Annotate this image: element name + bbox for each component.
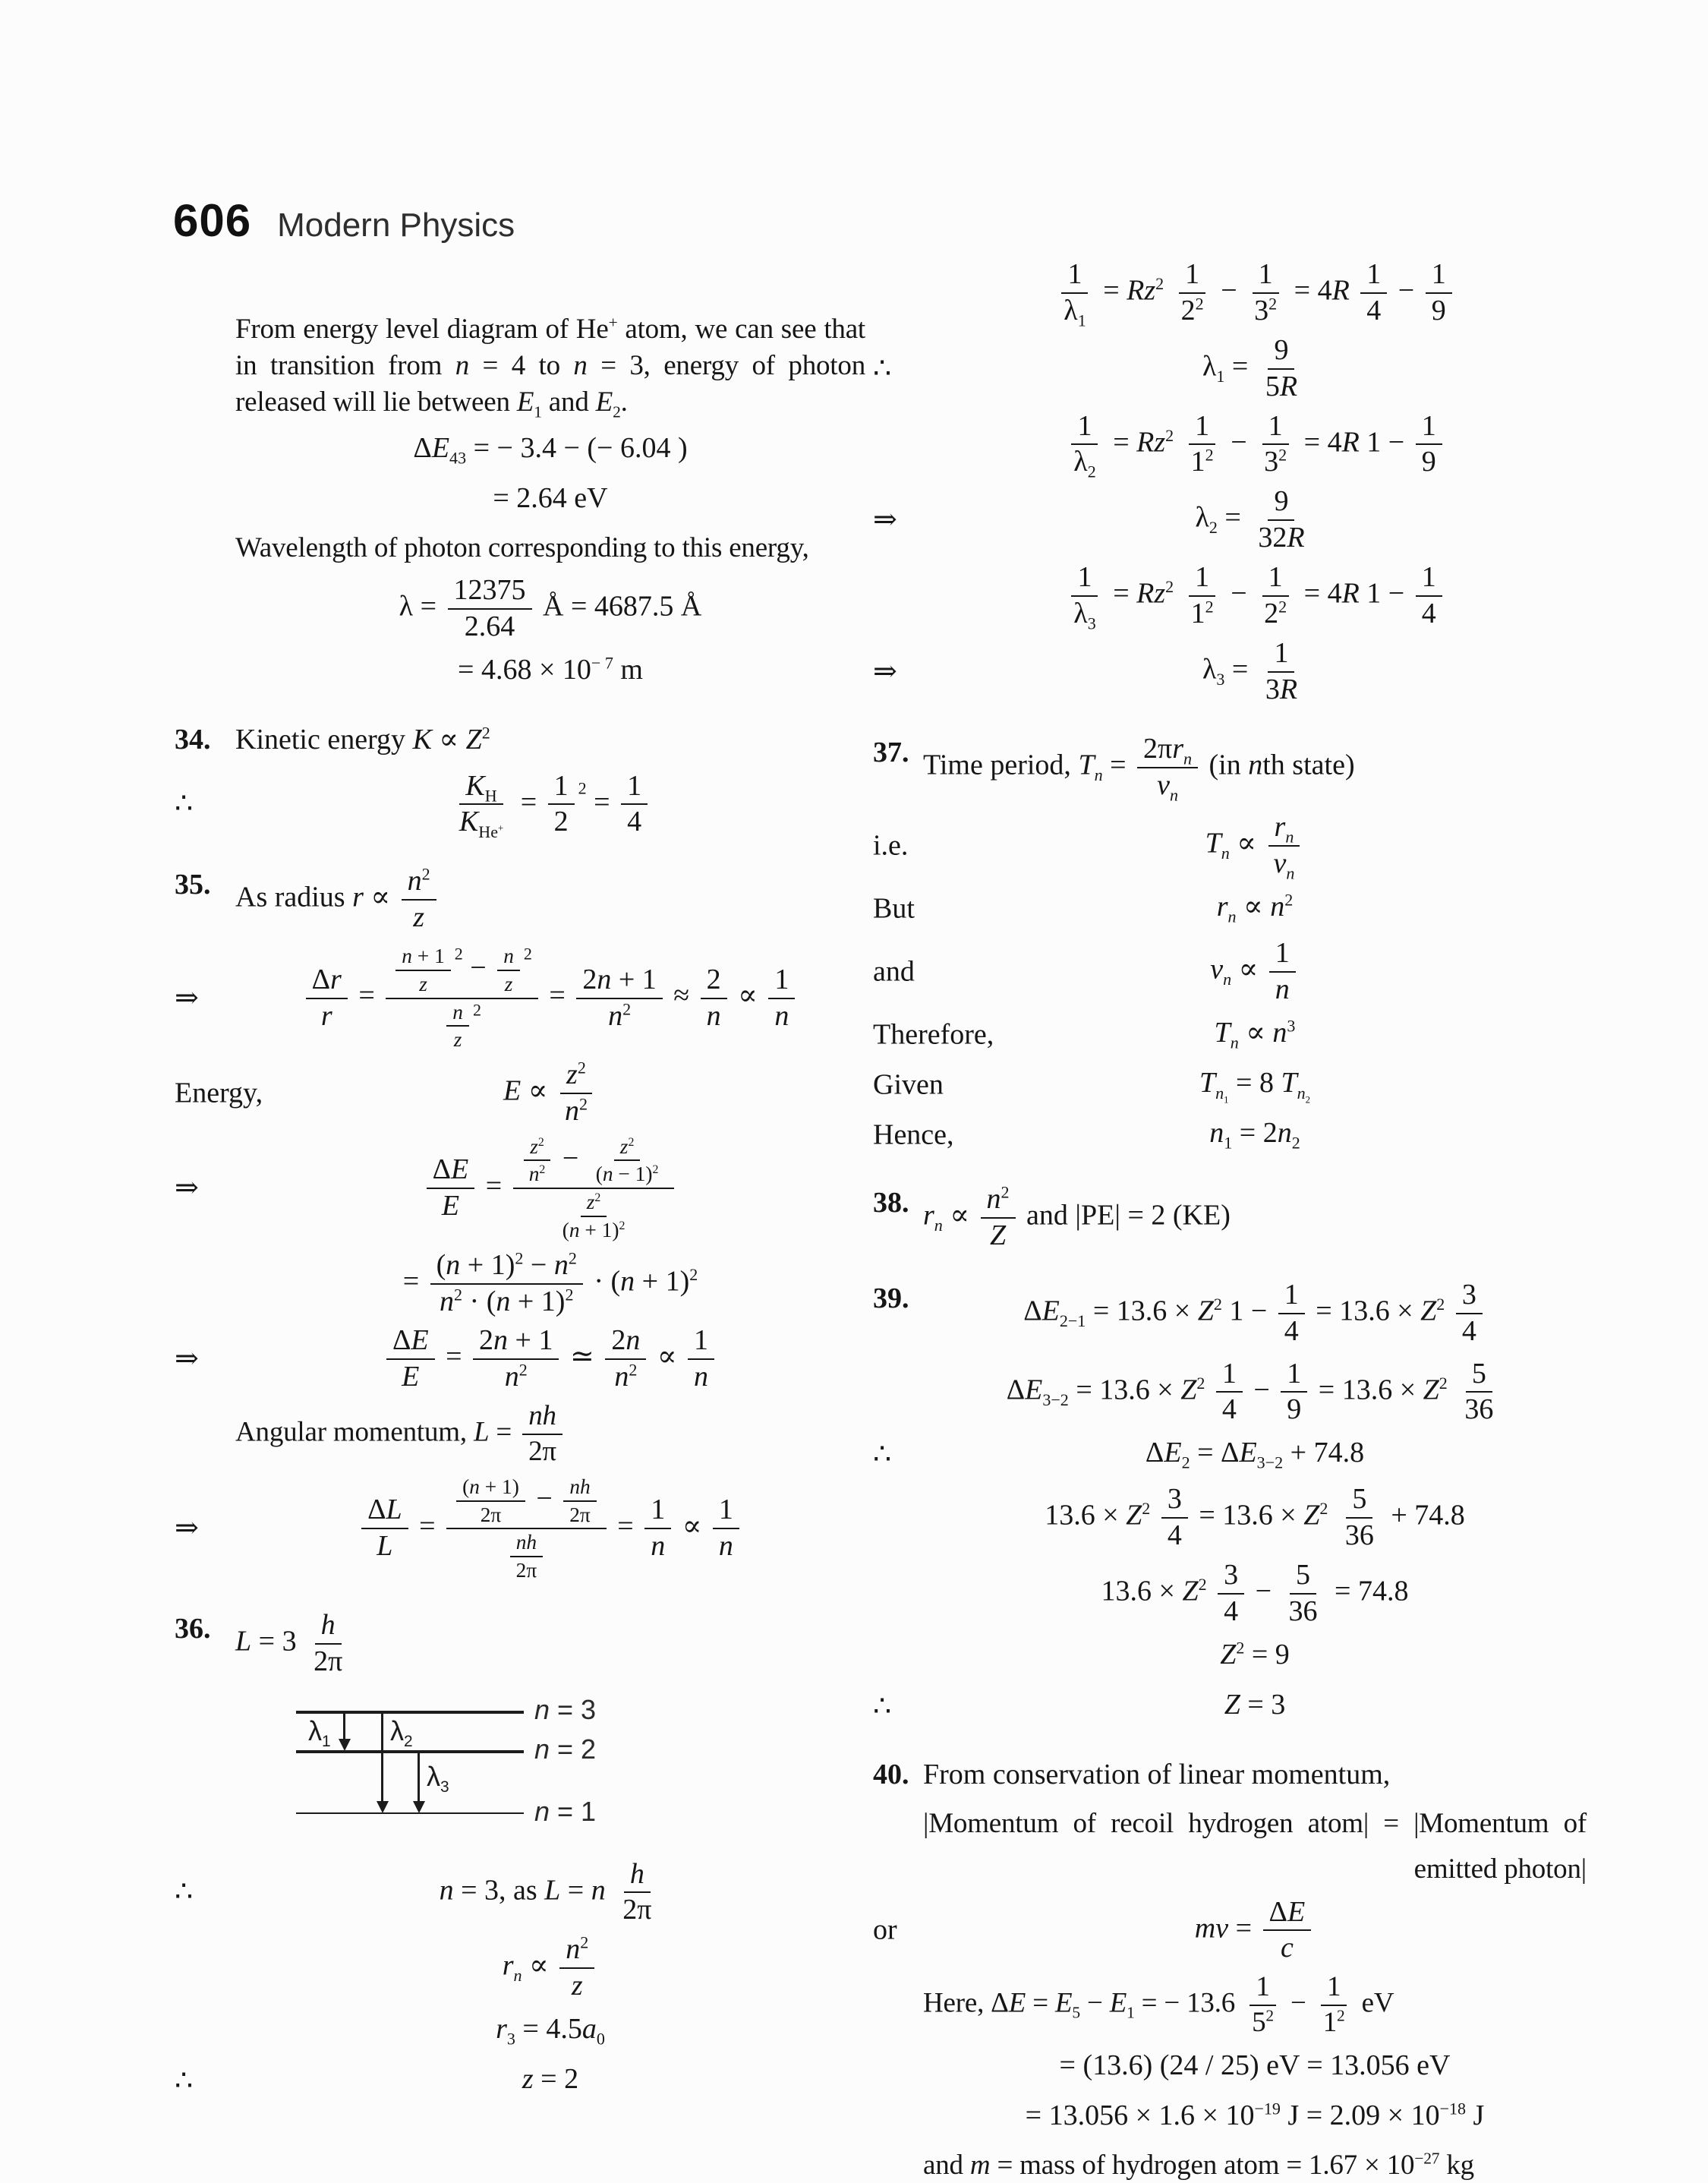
equation-row bbox=[873, 409, 1587, 482]
arrowhead-icon bbox=[377, 1801, 389, 1813]
equation-math: $\lambda_1$ = $\frac{9}{5R}$ bbox=[923, 336, 1587, 402]
level-line bbox=[296, 1750, 524, 1753]
equation-row bbox=[873, 333, 1587, 402]
problem-number: 39. bbox=[873, 1282, 909, 1314]
fraction: $\frac{1}{\lambda_1}$ bbox=[1057, 260, 1092, 327]
equation-row bbox=[175, 769, 865, 842]
equation-label: ∴ bbox=[175, 1875, 194, 1908]
equation-label: ⇒ bbox=[175, 981, 199, 1014]
equation-math: $\frac{K_H}{K_{He^+}}$ = $\frac{1}{2}$ $^2$ = $\frac{1}{4}$ bbox=[235, 771, 865, 838]
paragraph: Here, $\Delta E = E_5 - E_1$ = − 13.6 $\frac{1}{5^2}$ − $\frac{1}{1^2}$ eV bbox=[923, 1971, 1394, 2039]
transition-arrow bbox=[381, 1711, 383, 1802]
fraction: $\frac{1}{4}$ bbox=[1216, 1359, 1243, 1426]
equation-math: = (13.6) (24 / 25) eV = 13.056 eV bbox=[1059, 2049, 1451, 2081]
equation-row bbox=[873, 1560, 1587, 1627]
problem-row bbox=[873, 1756, 1587, 1793]
equation-row bbox=[175, 2011, 865, 2052]
page-header bbox=[173, 191, 515, 251]
fraction: $\frac{1}{9}$ bbox=[1281, 1359, 1307, 1426]
equation-math: $\Delta E_{43}$ = − 3.4 − (− 6.04 ) bbox=[413, 432, 688, 468]
fraction: $\frac{z^2}{(n + 1)^2}$ bbox=[562, 1191, 626, 1241]
equation-row bbox=[175, 1476, 865, 1582]
fraction: $\frac{1}{4}$ bbox=[1278, 1280, 1305, 1347]
fraction: $\frac{1}{4}$ bbox=[621, 771, 648, 838]
fraction: $\frac{1}{n}$ bbox=[688, 1326, 714, 1393]
fraction: $\frac{1}{5^2}$ bbox=[1246, 1973, 1280, 2038]
problem-row bbox=[175, 1610, 865, 1677]
problem-text: As radius r ∝ $\frac{n^2}{z}$ bbox=[235, 866, 440, 933]
equation-label: But bbox=[873, 892, 915, 925]
fraction: $\frac{r_n}{v_n}$ bbox=[1267, 812, 1300, 879]
equation-math: = $13.056 \times 1.6 \times 10^{-19}$ $J = 2.09 \times 10^{-18}$ J bbox=[1025, 2099, 1485, 2131]
fraction: $\frac{n + 1}{z}$ $^2$ − $\frac{n}{z}$ $^2$ $\frac{n}{z}$ $^2$ bbox=[386, 945, 538, 1051]
fraction: $\frac{n}{z}$ bbox=[497, 945, 520, 995]
equation-row bbox=[175, 1248, 865, 1317]
fraction: $\frac{9}{5R}$ bbox=[1265, 333, 1298, 402]
transition-arrow bbox=[418, 1750, 420, 1802]
problem-number: 35. bbox=[175, 869, 211, 901]
equation-row bbox=[873, 888, 1587, 929]
equation-math: $n_1 = 2n_2$ bbox=[1209, 1117, 1300, 1153]
arrowhead-icon bbox=[339, 1739, 351, 1751]
equation-row bbox=[873, 1636, 1587, 1677]
fraction: $\frac{z^2}{(n - 1)^2}$ bbox=[595, 1134, 659, 1186]
energy-level-diagram bbox=[175, 1693, 865, 1844]
equation-math: $\frac{\Delta E}{E}$ = $\frac{2n + 1}{n^2}$ ≃ $\frac{2n}{n^2}$ ∝ $\frac{1}{n}$ bbox=[235, 1326, 865, 1393]
equation-label: ∴ bbox=[175, 787, 194, 820]
equation-math: = $\frac{(n + 1)^2 - n^2}{n^2 \cdot (n + 1)^2}$ · $(n + 1)^2$ bbox=[402, 1248, 698, 1317]
fraction: $\frac{n^2}{z}$ bbox=[559, 1935, 594, 2002]
paragraph: emitted photon| bbox=[1413, 1853, 1587, 1885]
fraction: $\frac{1}{1^2}$ bbox=[1185, 412, 1220, 478]
problem-text: L = 3 $\frac{h}{2\pi}$ bbox=[235, 1610, 352, 1677]
fraction: $\frac{1}{9}$ bbox=[1426, 260, 1452, 327]
equation-math: $\frac{\Delta r}{r}$ = $\frac{n + 1}{z}$ $^2$ − $\frac{n}{z}$ $^2$ $\frac{n}{z}$ $^2$ = $\frac{2n + 1}{n^2}$ ≈ $\frac{2}{n}$ ∝ $\frac{1}{n}$ bbox=[235, 945, 865, 1051]
problem-number: 37. bbox=[873, 736, 909, 768]
equation-label: ⇒ bbox=[873, 503, 897, 536]
lambda-label: $\lambda_2$ bbox=[390, 1715, 413, 1750]
equation-math: $T_n$ ∝ $\frac{r_n}{v_n}$ bbox=[923, 812, 1587, 879]
fraction: $\frac{1}{2}$ bbox=[548, 771, 575, 838]
equation-math: n = 3, as L = n $\frac{h}{2\pi}$ bbox=[235, 1860, 865, 1926]
problem-number: 36. bbox=[175, 1612, 211, 1645]
fraction: $\frac{1}{2^2}$ bbox=[1258, 563, 1293, 629]
problem-text: Kinetic energy $K \propto Z^2$ bbox=[235, 723, 490, 756]
equation-math: = 2.64 eV bbox=[493, 482, 608, 515]
level-label: n = 2 bbox=[534, 1733, 597, 1765]
equation-row bbox=[873, 636, 1587, 705]
equation-math: $\frac{1}{\lambda_3}$ = $Rz^2$ $\frac{1}{1^2}$ − $\frac{1}{2^2}$ = 4R 1 − $\frac{1}{4}$ bbox=[923, 563, 1587, 629]
problem-row bbox=[175, 866, 865, 933]
fraction: $\frac{h}{2\pi}$ bbox=[314, 1608, 343, 1677]
problem-row bbox=[873, 1280, 1587, 1347]
equation-label: Given bbox=[873, 1068, 944, 1101]
equation-row bbox=[175, 1326, 865, 1393]
paragraph: and m = mass of hydrogen atom = $1.67 \times 10^{-27}$ kg bbox=[923, 2149, 1474, 2181]
fraction: $\frac{\Delta E}{c}$ bbox=[1263, 1898, 1312, 1964]
equation-math: $13.6 \times Z^2$ $\frac{3}{4}$ = $13.6 \times Z^2$ $\frac{5}{36}$ + 74.8 bbox=[1045, 1483, 1465, 1552]
equation-math: $13.6 \times Z^2$ $\frac{3}{4}$ − $\frac{5}{36}$ = 74.8 bbox=[1101, 1559, 1409, 1628]
page-title: Modern Physics bbox=[277, 207, 515, 244]
fraction: $\frac{3}{4}$ bbox=[1161, 1484, 1188, 1551]
equation-row bbox=[873, 1115, 1587, 1156]
equation-row bbox=[873, 811, 1587, 883]
equation-row bbox=[175, 1136, 865, 1241]
equation-row bbox=[873, 1014, 1587, 1055]
column-right bbox=[873, 251, 1587, 2183]
level-label: n = 3 bbox=[534, 1693, 597, 1725]
equation-row bbox=[873, 2097, 1587, 2138]
paragraph: From energy level diagram of He+ atom, we can see that in transition from n = 4 to n = 3, energy of photon released will lie between $E_1$ and $E_2$. bbox=[235, 313, 865, 421]
equation-math: $\frac{1}{\lambda_2}$ = $Rz^2$ $\frac{1}{1^2}$ − $\frac{1}{3^2}$ = 4R 1 − $\frac{1}{9}$ bbox=[923, 412, 1587, 478]
fraction: $\frac{1}{9}$ bbox=[1416, 412, 1442, 478]
equation-row bbox=[873, 487, 1587, 554]
equation-label: and bbox=[873, 955, 915, 988]
paragraph: Wavelength of photon corresponding to this energy, bbox=[235, 532, 809, 564]
equation-row bbox=[175, 480, 865, 521]
equation-row bbox=[175, 430, 865, 471]
fraction: $\frac{(n + 1)}{2\pi}$ − $\frac{nh}{2\pi}$ $\frac{nh}{2\pi}$ bbox=[446, 1476, 607, 1582]
equation-math: $Z^2 = 9$ bbox=[1220, 1638, 1290, 1670]
fraction: $\frac{1}{1^2}$ bbox=[1185, 563, 1220, 629]
fraction: $\frac{n + 1}{z}$ bbox=[395, 945, 450, 995]
level-line bbox=[296, 1812, 524, 1814]
page-number: 606 bbox=[173, 195, 252, 246]
fraction: $\frac{5}{36}$ bbox=[1464, 1357, 1494, 1426]
fraction: $\frac{n^2}{z}$ bbox=[402, 866, 436, 933]
equation-math: z = 2 bbox=[522, 2063, 579, 2096]
arrowhead-icon bbox=[413, 1801, 425, 1813]
equation-row bbox=[873, 1434, 1587, 1475]
fraction: $\frac{h}{2\pi}$ bbox=[622, 1857, 652, 1926]
fraction: $\frac{2n + 1}{n^2}$ bbox=[576, 965, 662, 1032]
fraction: $\frac{3}{4}$ bbox=[1456, 1280, 1483, 1347]
fraction: $\frac{1}{4}$ bbox=[1416, 563, 1442, 629]
problem-text: From conservation of linear momentum, bbox=[923, 1758, 1391, 1790]
problem-text: $r_n$ ∝ $\frac{n^2}{Z}$ and |PE| = 2 (KE) bbox=[923, 1182, 1231, 1251]
equation-row bbox=[175, 945, 865, 1051]
equation-math: λ = $\frac{12375}{2.64}$ Å = 4687.5 Å bbox=[399, 574, 702, 643]
equation-math: mv = $\frac{\Delta E}{c}$ bbox=[923, 1898, 1587, 1964]
equation-row bbox=[175, 1060, 865, 1127]
equation-math: $\frac{\Delta L}{L}$ = $\frac{(n + 1)}{2\pi}$ − $\frac{nh}{2\pi}$ $\frac{nh}{2\pi}$ = $\frac{1}{n}$ ∝ $\frac{1}{n}$ bbox=[235, 1476, 865, 1582]
equation-row bbox=[175, 1932, 865, 2002]
equation-row bbox=[873, 939, 1587, 1005]
fraction: $\frac{n^2}{Z}$ bbox=[981, 1185, 1016, 1251]
fraction: $\frac{1}{1^2}$ bbox=[1317, 1973, 1351, 2038]
equation-math: $\frac{1}{\lambda_1}$ = $Rz^2$ $\frac{1}{2^2}$ − $\frac{1}{3^2}$ = 4R $\frac{1}{4}$ − $\frac{1}{9}$ bbox=[923, 260, 1587, 327]
problem-number: 38. bbox=[873, 1187, 909, 1219]
equation-math: $r_n$ ∝ $\frac{n^2}{z}$ bbox=[235, 1935, 865, 2002]
fraction: $\frac{(n + 1)}{2\pi}$ bbox=[456, 1476, 525, 1525]
fraction: $\frac{nh}{2\pi}$ bbox=[522, 1402, 563, 1467]
fraction: $\frac{nh}{2\pi}$ bbox=[563, 1476, 597, 1525]
equation-math: = $4.68 \times 10^{- 7}$ m bbox=[458, 653, 643, 686]
diagram-canvas bbox=[296, 1693, 645, 1841]
level-label: n = 1 bbox=[534, 1795, 597, 1827]
equation-math: $v_n$ ∝ $\frac{1}{n}$ bbox=[923, 939, 1587, 1005]
equation-row bbox=[175, 1857, 865, 1926]
equation-label: ⇒ bbox=[175, 1342, 199, 1375]
equation-row bbox=[873, 258, 1587, 330]
equation-label: ⇒ bbox=[175, 1172, 199, 1204]
equation-label: Hence, bbox=[873, 1118, 954, 1151]
equation-label: ∴ bbox=[175, 2065, 194, 2097]
fraction: $\frac{\Delta L}{L}$ bbox=[361, 1495, 408, 1562]
fraction: $\frac{z^2}{n^2}$ bbox=[559, 1060, 594, 1127]
fraction: $\frac{\Delta r}{r}$ bbox=[306, 965, 348, 1032]
fraction: $\frac{(n + 1)^2 - n^2}{n^2 \cdot (n + 1)^2}$ bbox=[430, 1251, 583, 1317]
equation-label: ∴ bbox=[873, 1438, 892, 1471]
paragraph: Angular momentum, L = $\frac{nh}{2\pi}$ bbox=[175, 1402, 865, 1467]
fraction: $\frac{1}{n}$ bbox=[713, 1495, 739, 1562]
fraction: $\frac{3}{4}$ bbox=[1218, 1560, 1244, 1627]
equation-math: Z = 3 bbox=[1224, 1688, 1286, 1721]
column-left bbox=[175, 302, 865, 2111]
equation-label: Energy, bbox=[175, 1077, 263, 1109]
fraction: $\frac{nh}{2\pi}$ bbox=[510, 1532, 544, 1581]
fraction: $\frac{2}{n}$ bbox=[701, 965, 727, 1032]
fraction: $\frac{z^2}{n^2}$ bbox=[523, 1136, 552, 1185]
fraction: $\frac{1}{3^2}$ bbox=[1258, 412, 1293, 478]
fraction: $\frac{1}{n}$ bbox=[768, 965, 795, 1032]
equation-math: $T_{n_1} = 8$ $T_{n_2}$ bbox=[1199, 1067, 1311, 1106]
equation-math: $r_3 = 4.5a_0$ bbox=[496, 2013, 605, 2049]
equation-row bbox=[873, 1686, 1587, 1727]
problem-row bbox=[175, 721, 865, 759]
equation-row bbox=[873, 561, 1587, 633]
equation-math: $T_n \propto n^3$ bbox=[1214, 1016, 1296, 1052]
equation-label: ∴ bbox=[873, 1690, 892, 1723]
fraction: $\frac{n}{z}$ bbox=[446, 1002, 469, 1051]
fraction: $\frac{2\pi r_n}{v_n}$ bbox=[1137, 734, 1198, 801]
fraction: $\frac{\Delta E}{E}$ bbox=[386, 1326, 435, 1393]
equation-row bbox=[873, 1484, 1587, 1551]
lambda-label: $\lambda_3$ bbox=[427, 1760, 449, 1796]
problem-number: 40. bbox=[873, 1758, 909, 1790]
fraction: $\frac{9}{32R}$ bbox=[1258, 485, 1305, 554]
equation-label: ⇒ bbox=[175, 1512, 199, 1544]
equation-row bbox=[873, 1359, 1587, 1426]
equation-math: E ∝ $\frac{z^2}{n^2}$ bbox=[235, 1060, 865, 1127]
fraction: $\frac{1}{n}$ bbox=[644, 1495, 671, 1562]
fraction: $\frac{K_H}{K_{He^+}}$ bbox=[459, 769, 504, 842]
equation-row bbox=[873, 1065, 1587, 1106]
fraction: $\frac{1}{n}$ bbox=[1269, 939, 1296, 1005]
problem-number: 34. bbox=[175, 724, 211, 756]
equation-math: $\frac{\Delta E}{E}$ = $\frac{z^2}{n^2}$ − $\frac{z^2}{(n - 1)^2}$ $\frac{z^2}{(n + 1)^2}$ bbox=[235, 1136, 865, 1241]
equation-label: or bbox=[873, 1913, 897, 1946]
equation-row bbox=[175, 576, 865, 642]
equation-math: $\Delta E_{3-2} = 13.6 \times Z^2$ $\frac{1}{4}$ − $\frac{1}{9}$ = $13.6 \times Z^2$ $\frac{5}{36}$ bbox=[923, 1359, 1587, 1426]
fraction: $\frac{1}{4}$ bbox=[1360, 260, 1387, 327]
equation-row bbox=[175, 651, 865, 692]
lambda-label: $\lambda_1$ bbox=[308, 1715, 331, 1750]
fraction: $\frac{1}{3R}$ bbox=[1265, 636, 1298, 705]
equation-math: $\lambda_2$ = $\frac{9}{32R}$ bbox=[923, 487, 1587, 554]
problem-row bbox=[873, 732, 1587, 805]
equation-label: i.e. bbox=[873, 829, 909, 862]
fraction: $\frac{1}{\lambda_2}$ bbox=[1067, 412, 1101, 478]
fraction: $\frac{12375}{2.64}$ bbox=[448, 576, 532, 642]
equation-math: $r_n \propto n^2$ bbox=[1216, 890, 1294, 926]
equation-label: Therefore, bbox=[873, 1018, 994, 1051]
transition-arrow bbox=[343, 1711, 345, 1740]
fraction: $\frac{\Delta E}{E}$ bbox=[427, 1155, 475, 1222]
fraction: $\frac{1}{\lambda_3}$ bbox=[1067, 563, 1101, 629]
fraction: $\frac{5}{36}$ bbox=[1344, 1483, 1374, 1552]
paragraph: |Momentum of recoil hydrogen atom| = |Momentum of bbox=[923, 1808, 1587, 1840]
fraction: $\frac{1}{2^2}$ bbox=[1175, 260, 1210, 327]
equation-row bbox=[873, 2047, 1587, 2088]
fraction: $\frac{5}{36}$ bbox=[1288, 1559, 1318, 1628]
problem-text: $\Delta E_{2-1} = 13.6 \times Z^2$ 1 − $\frac{1}{4}$ = $13.6 \times Z^2$ $\frac{3}{4}$ bbox=[923, 1280, 1587, 1347]
equation-math: $\Delta E_2 = \Delta E_{3-2} + 74.8$ bbox=[1145, 1437, 1365, 1472]
equation-label: ⇒ bbox=[873, 655, 897, 688]
fraction: $\frac{z^2}{n^2}$ − $\frac{z^2}{(n - 1)^2}$ $\frac{z^2}{(n + 1)^2}$ bbox=[513, 1136, 675, 1241]
fraction: $\frac{2n + 1}{n^2}$ bbox=[473, 1326, 559, 1393]
equation-row bbox=[175, 2061, 865, 2102]
fraction: $\frac{2n}{n^2}$ bbox=[605, 1326, 646, 1393]
fraction: $\frac{1}{3^2}$ bbox=[1248, 260, 1283, 327]
problem-text: Time period, $T_n$ = $\frac{2\pi r_n}{v_n}$ (in nth state) bbox=[923, 732, 1355, 805]
equation-label: ∴ bbox=[873, 352, 892, 384]
problem-row bbox=[873, 1182, 1587, 1251]
equation-row bbox=[873, 1895, 1587, 1964]
equation-math: $\lambda_3$ = $\frac{1}{3R}$ bbox=[923, 639, 1587, 705]
